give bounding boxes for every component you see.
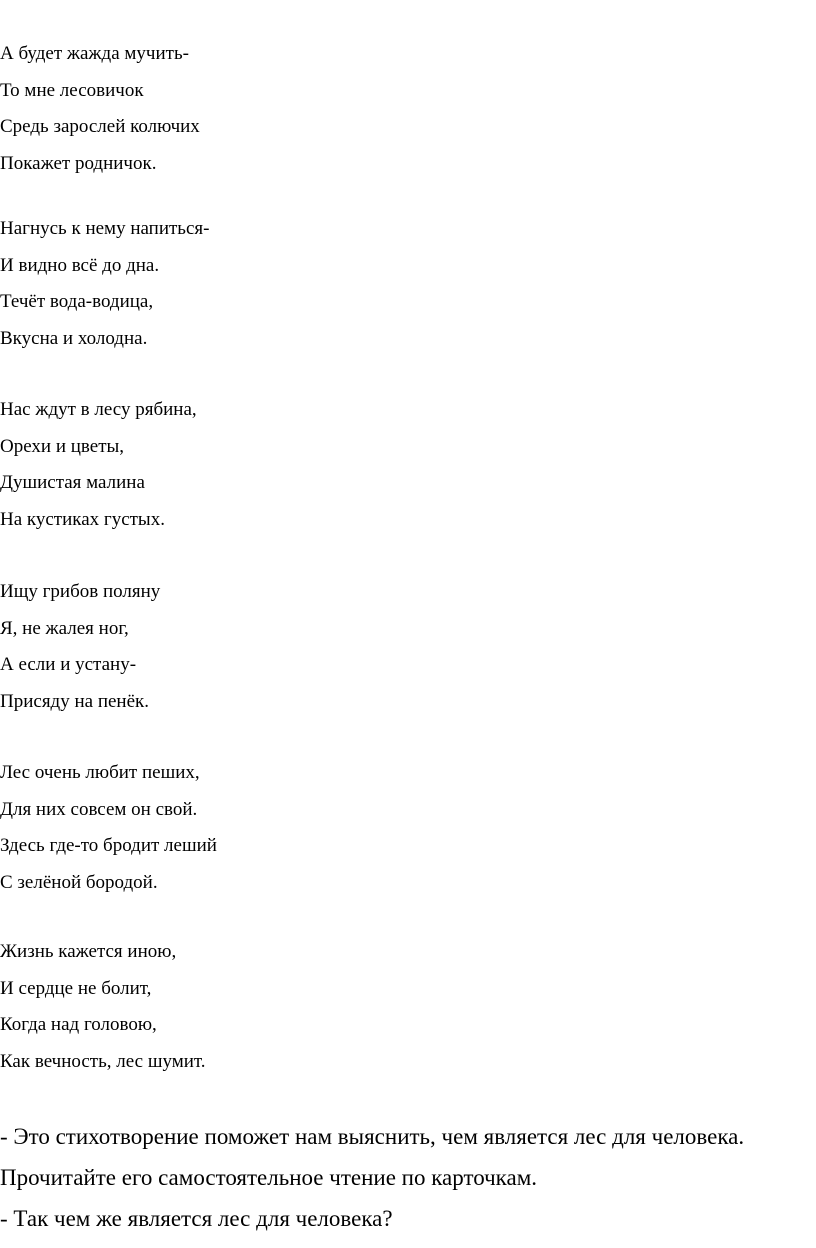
poem-stanza-1 (0, 36, 600, 182)
poem-line: Орехи и цветы, (0, 435, 125, 457)
poem-line: Нагнусь к нему напиться- (0, 218, 210, 239)
poem-line: Присяду на пенёк. (0, 690, 150, 712)
poem-line: Здесь где-то бродит леший (0, 835, 217, 856)
poem-line: Вкусна и холодна. (0, 327, 148, 349)
poem-line: Средь зарослей колючих (0, 116, 200, 137)
poem-line: И сердце не болит, (0, 977, 152, 999)
poem-line: С зелёной бородой. (0, 871, 158, 893)
poem-line: А будет жажда мучить- (0, 43, 189, 64)
poem-line: Покажет родничок. (0, 152, 157, 174)
poem-line: Душистая малина (0, 472, 145, 493)
prose-line: - Так чем же является лес для человека? (0, 1206, 393, 1231)
poem-stanza-5 (0, 755, 600, 901)
poem-line: И видно всё до дна. (0, 254, 160, 276)
poem-line: Я, не жалея ног, (0, 617, 129, 639)
poem-stanza-3 (0, 392, 600, 538)
poem-line: А если и устану- (0, 654, 137, 675)
poem-line: Течёт вода-водица, (0, 291, 154, 312)
poem-line: Для них совсем он свой. (0, 798, 198, 820)
prose-line: Прочитайте его самостоятельное чтение по карточкам. (0, 1165, 538, 1190)
poem-line: На кустиках густых. (0, 508, 165, 530)
prose-line: - Это стихотворение поможет нам выяснить, чем является лес для человека. (0, 1124, 745, 1149)
poem-line: Жизнь кажется иною, (0, 941, 177, 962)
poem-line: Лес очень любит пеших, (0, 762, 200, 783)
poem-line: То мне лесовичок (0, 79, 144, 101)
poem-line: Нас ждут в лесу рябина, (0, 399, 197, 420)
poem-line: Ищу грибов поляну (0, 581, 161, 602)
poem-stanza-2 (0, 211, 600, 357)
poem-line: Как вечность, лес шумит. (0, 1050, 206, 1072)
poem-stanza-6 (0, 934, 600, 1080)
poem-line: Когда над головою, (0, 1014, 157, 1035)
discussion-text (0, 1116, 816, 1239)
poem-stanza-4 (0, 574, 600, 720)
